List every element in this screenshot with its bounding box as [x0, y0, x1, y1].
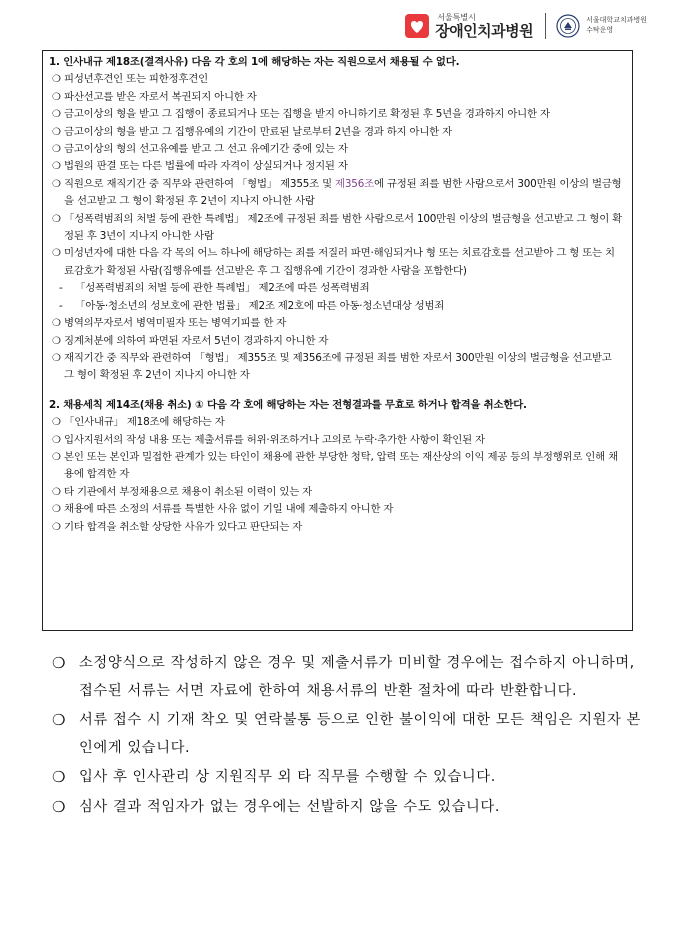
list-item [49, 211, 624, 246]
sub-item [49, 298, 624, 315]
item-text: 미성년자에 대한 다음 각 목의 어느 하나에 해당하는 죄를 저질러 파면·해임되거나 형 또는 치료감호를 선고받아 그 형 또는 치료감호가 확정된 사람(집행유예를 선고받은 후 그 집행유예 기간이 경과한 사람을 포함한다) [64, 247, 615, 277]
list-item [49, 106, 624, 123]
list-item [49, 484, 624, 501]
list-item [49, 350, 624, 385]
notice-item [50, 707, 650, 762]
list-item [49, 501, 624, 518]
item-text: 파산선고를 받은 자로서 복권되지 아니한 자 [64, 90, 257, 103]
notice-text: 입사 후 인사관리 상 지원직무 외 타 직무를 수행할 수 있습니다. [79, 769, 496, 785]
affiliation-line1: 서울대학교치과병원 [586, 16, 647, 25]
circle-bullet-icon: ❍ [52, 318, 61, 330]
list-item [49, 449, 624, 484]
circle-bullet-icon: ❍ [52, 126, 61, 138]
item-text: 금고이상의 형을 받고 그 집행이 종료되거나 또는 집행을 받지 아니하기로 확정된 후 5년을 경과하지 아니한 자 [64, 108, 550, 121]
circle-bullet-icon: ❍ [52, 352, 61, 364]
circle-bullet-icon: ❍ [52, 486, 61, 498]
notice-text: 소정양식으로 작성하지 않은 경우 및 제출서류가 미비할 경우에는 접수하지 아니하며, 접수된 서류는 서면 자료에 한하여 채용서류의 반환 절차에 따라 반환합니다. [79, 655, 635, 699]
list-item [49, 176, 624, 211]
circle-bullet-icon: ❍ [52, 451, 61, 463]
item-text: 병역의무자로서 병역미필자 또는 병역기피를 한 자 [64, 317, 287, 330]
list-item [49, 432, 624, 449]
highlighted-article: 제356조 [335, 177, 374, 190]
item-text: 금고이상의 형을 받고 그 집행유예의 기간이 만료된 날로부터 2년을 경과 하지 아니한 자 [64, 125, 452, 138]
sub-item-text: 「아동·청소년의 성보호에 관한 법률」 제2조 제2호에 따른 아동·청소년대상 성범죄 [75, 299, 445, 312]
item-text: 본인 또는 본인과 밀접한 관계가 있는 타인이 채용에 관한 부당한 청탁, 압력 또는 재산상의 이익 제공 등의 부정행위로 인해 채용에 합격한 자 [64, 450, 618, 481]
circle-bullet-icon: ❍ [52, 91, 61, 103]
circle-bullet-icon: ❍ [52, 109, 61, 121]
list-item [49, 414, 624, 431]
list-item [49, 315, 624, 332]
list-item [49, 124, 624, 141]
list-item [49, 89, 624, 106]
university-seal-icon [556, 14, 580, 38]
list-item [49, 141, 624, 158]
list-item [49, 158, 624, 175]
sub-item [49, 280, 624, 297]
list-item [49, 245, 624, 280]
circle-bullet-icon: ❍ [52, 434, 61, 446]
circle-bullet-icon: ❍ [52, 74, 61, 86]
section-gap [49, 385, 624, 397]
notice-text: 심사 결과 적임자가 없는 경우에는 선발하지 않을 수도 있습니다. [79, 798, 500, 815]
item-text: 에 규정된 죄를 범한 사람으로서 300만원 이상의 벌금형을 선고받고 그 형이 확정된 후 2년이 지나지 아니한 사람 [64, 177, 622, 208]
hospital-name: 장애인치과병원 [435, 21, 534, 40]
item-text: 기타 합격을 취소할 상당한 사유가 있다고 판단되는 자 [64, 520, 303, 533]
circle-bullet-icon: ❍ [52, 797, 67, 816]
section2-title: 2. 채용세칙 제14조(채용 취소) ① 다음 각 호에 해당하는 자는 전형결과를 무효로 하거나 합격을 취소한다. [49, 398, 527, 411]
list-item [49, 71, 624, 88]
item-text: 채용에 따른 소정의 서류를 특별한 사유 없이 기일 내에 제출하지 아니한 자 [64, 503, 394, 516]
item-text: 금고이상의 형의 선고유예를 받고 그 선고 유예기간 중에 있는 자 [64, 143, 348, 156]
logo-small-text: 서울특별시 [437, 12, 476, 22]
circle-bullet-icon: ❍ [52, 213, 61, 225]
notice-item [50, 764, 650, 792]
item-text: 타 기관에서 부정채용으로 채용이 취소된 이력이 있는 자 [64, 485, 312, 498]
affiliation-line2: 수탁운영 [586, 26, 614, 34]
circle-bullet-icon: ❍ [52, 417, 61, 429]
item-text: 피성년후견인 또는 피한정후견인 [64, 73, 208, 86]
circle-bullet-icon: ❍ [52, 654, 67, 672]
dash-bullet-icon: - [59, 299, 63, 312]
list-item [49, 333, 624, 350]
circle-bullet-icon: ❍ [52, 178, 61, 190]
section1-title: 1. 인사내규 제18조(결격사유) 다음 각 호의 1에 해당하는 자는 직원으로서 채용될 수 없다. [49, 56, 460, 68]
list-item [49, 519, 624, 536]
heart-logo-icon [405, 14, 429, 38]
notice-item [50, 650, 650, 705]
item-text: 재직기간 중 직무와 관련하여 「형법」 제355조 및 제356조에 규정된 죄를 범한 자로서 300만원 이상의 벌금형을 선고받고 그 형이 확정된 후 2년이 지나지 아니한 자 [64, 351, 612, 382]
notice-text: 서류 접수 시 기재 착오 및 연락불통 등으로 인한 불이익에 대한 모든 책임은 지원자 본인에게 있습니다. [79, 712, 641, 756]
item-text: 「성폭력범죄의 처벌 등에 관한 특례법」 제2조에 규정된 죄를 범한 사람으로서 100만원 이상의 벌금형을 선고받고 그 형이 확정된 후 3년이 지나지 아니한 사람 [64, 212, 623, 243]
item-text: 「인사내규」 제18조에 해당하는 자 [64, 416, 225, 429]
circle-bullet-icon: ❍ [52, 144, 61, 156]
item-text: 법원의 판결 또는 다른 법률에 따라 자격이 상실되거나 정지된 자 [64, 160, 348, 173]
item-text: 징계처분에 의하여 파면된 자로서 5년이 경과하지 아니한 자 [64, 334, 329, 347]
dash-bullet-icon: - [59, 282, 63, 295]
circle-bullet-icon: ❍ [52, 335, 61, 347]
notice-list [50, 650, 650, 823]
circle-bullet-icon: ❍ [52, 504, 61, 516]
circle-bullet-icon: ❍ [52, 768, 67, 786]
header [405, 6, 647, 46]
item-text: 입사지원서의 작성 내용 또는 제출서류를 허위·위조하거나 고의로 누락·추가한 사항이 확인된 자 [64, 433, 485, 446]
circle-bullet-icon: ❍ [52, 161, 61, 173]
logo-divider [545, 13, 546, 39]
notice-item [50, 794, 650, 822]
disqualification-box [42, 50, 633, 631]
circle-bullet-icon: ❍ [52, 711, 67, 729]
item-text: 직원으로 재직기간 중 직무와 관련하여 「형법」 제355조 및 [64, 177, 336, 190]
sub-item-text: 「성폭력범죄의 처벌 등에 관한 특례법」 제2조에 따른 성폭력범죄 [75, 282, 370, 295]
circle-bullet-icon: ❍ [52, 521, 61, 533]
circle-bullet-icon: ❍ [52, 248, 61, 260]
